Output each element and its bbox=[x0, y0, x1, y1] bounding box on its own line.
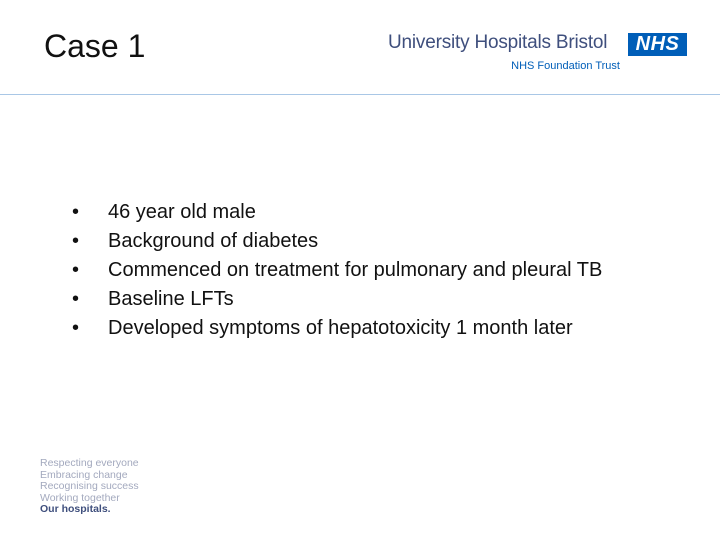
bullet-text: Baseline LFTs bbox=[108, 288, 234, 310]
case-bullet-list bbox=[72, 198, 602, 343]
bullet-text: Commenced on treatment for pulmonary and pleural TB bbox=[108, 259, 603, 281]
value-line: Working together bbox=[40, 491, 120, 504]
bullet-text: Background of diabetes bbox=[108, 230, 319, 252]
trust-logo bbox=[388, 32, 688, 76]
list-item bbox=[72, 314, 602, 343]
bullet-icon: • bbox=[72, 259, 80, 281]
nhs-badge: NHS bbox=[628, 33, 687, 56]
header-divider bbox=[0, 94, 720, 95]
value-line: Recognising success bbox=[40, 480, 139, 492]
bullet-icon: • bbox=[72, 288, 80, 310]
organisation-name: University Hospitals Bristol bbox=[388, 32, 608, 53]
value-line: Respecting everyone bbox=[40, 457, 139, 469]
bullet-icon: • bbox=[72, 317, 80, 339]
slide-title: Case 1 bbox=[44, 28, 146, 64]
list-item bbox=[72, 285, 602, 314]
bullet-text: Developed symptoms of hepatotoxicity 1 month later bbox=[108, 317, 573, 339]
bullet-icon: • bbox=[72, 230, 80, 252]
value-line-emphasis: Our hospitals. bbox=[40, 503, 111, 515]
bullet-icon: • bbox=[72, 201, 80, 223]
bullet-text: 46 year old male bbox=[108, 201, 256, 223]
values-footer bbox=[40, 458, 139, 516]
list-item bbox=[72, 256, 602, 285]
list-item bbox=[72, 227, 602, 256]
value-line: Embracing change bbox=[40, 468, 128, 481]
trust-name: NHS Foundation Trust bbox=[511, 60, 620, 72]
list-item bbox=[72, 198, 602, 227]
